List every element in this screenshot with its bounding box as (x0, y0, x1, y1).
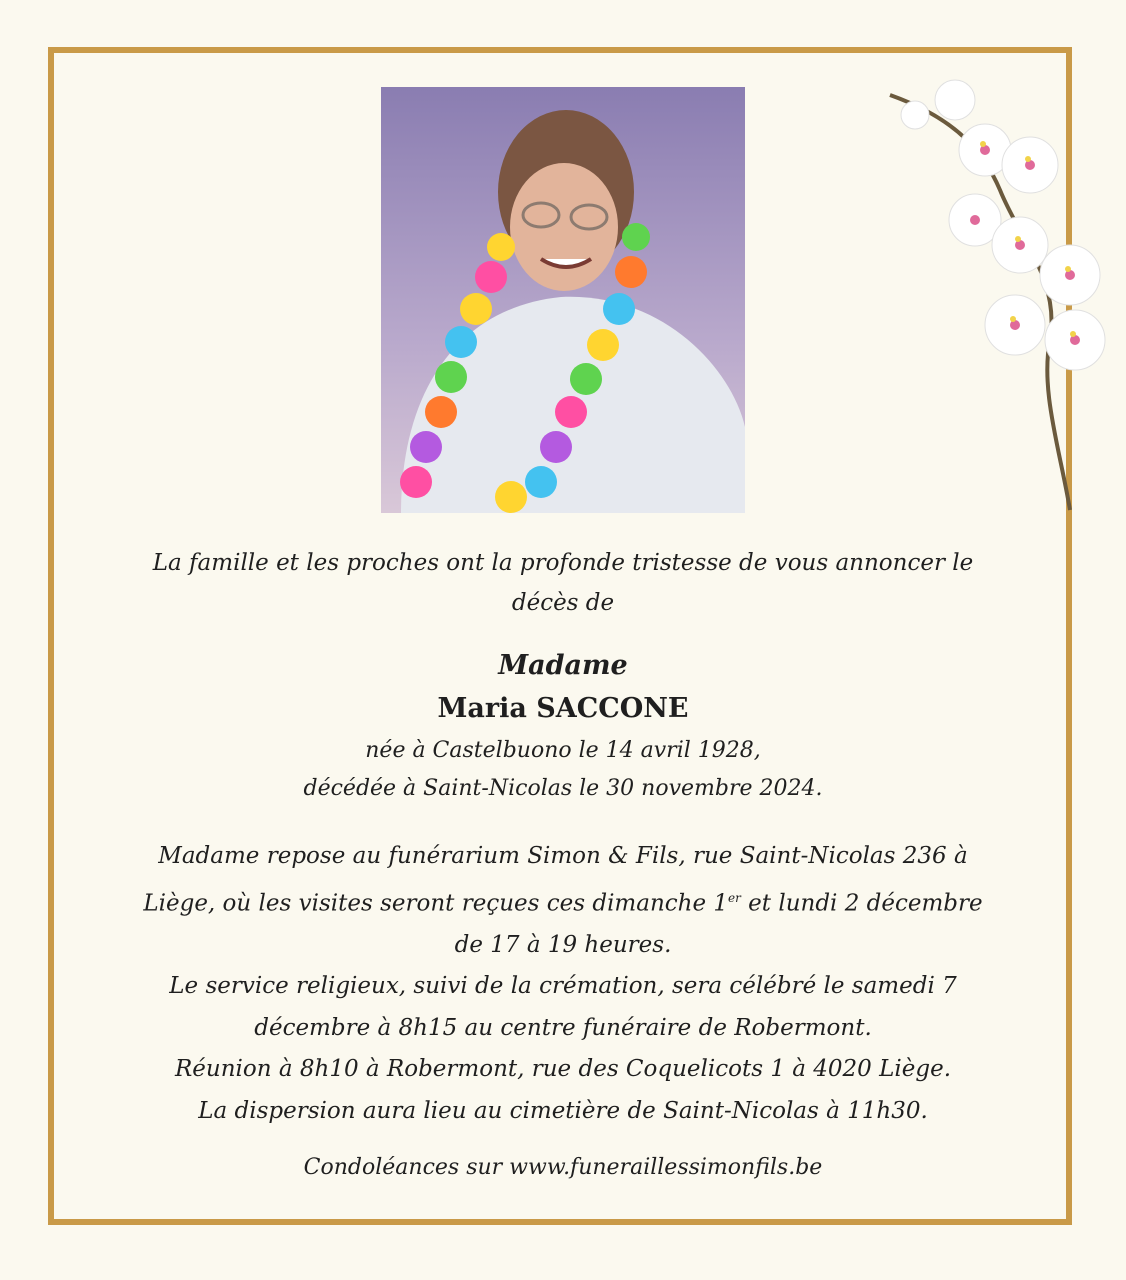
detail-line-4: Le service religieux, suivi de la crémation, sera célébré le samedi 7 (169, 973, 957, 1000)
orchid-decoration (870, 70, 1120, 520)
deceased-name: Maria SACCONE (437, 693, 689, 724)
portrait-photo (381, 87, 745, 513)
detail-line-2 (80, 878, 1046, 925)
birth-line: née à Castelbuono le 14 avril 1928, (365, 738, 761, 763)
ceremony-details (80, 836, 1046, 1132)
detail-line-7: La dispersion aura lieu au cimetière de Saint-Nicolas à 11h30. (198, 1097, 928, 1124)
detail-line-1: Madame repose au funérarium Simon & Fils, rue Saint-Nicolas 236 à (158, 843, 968, 869)
death-line: décédée à Saint-Nicolas le 30 novembre 2024. (303, 776, 823, 801)
condolences-line: Condoléances sur www.funeraillessimonfils.be (303, 1155, 823, 1180)
intro-text (80, 543, 1046, 623)
deceased-dates (80, 732, 1046, 808)
intro-line-2: décès de (511, 590, 615, 616)
detail-line-2-sup: er (728, 890, 741, 905)
intro-line-1: La famille et les proches ont la profonde tristesse de vous annoncer le (152, 550, 974, 576)
detail-line-6: Réunion à 8h10 à Robermont, rue des Coquelicots 1 à 4020 Liège. (174, 1056, 952, 1083)
detail-line-2-end: et lundi 2 décembre (740, 890, 983, 917)
detail-line-2-start: Liège, où les visites seront reçues ces dimanche 1 (143, 890, 729, 917)
deceased-title: Madame (498, 650, 628, 681)
detail-line-5: décembre à 8h15 au centre funéraire de Robermont. (254, 1014, 872, 1041)
detail-line-3: de 17 à 19 heures. (454, 931, 672, 958)
